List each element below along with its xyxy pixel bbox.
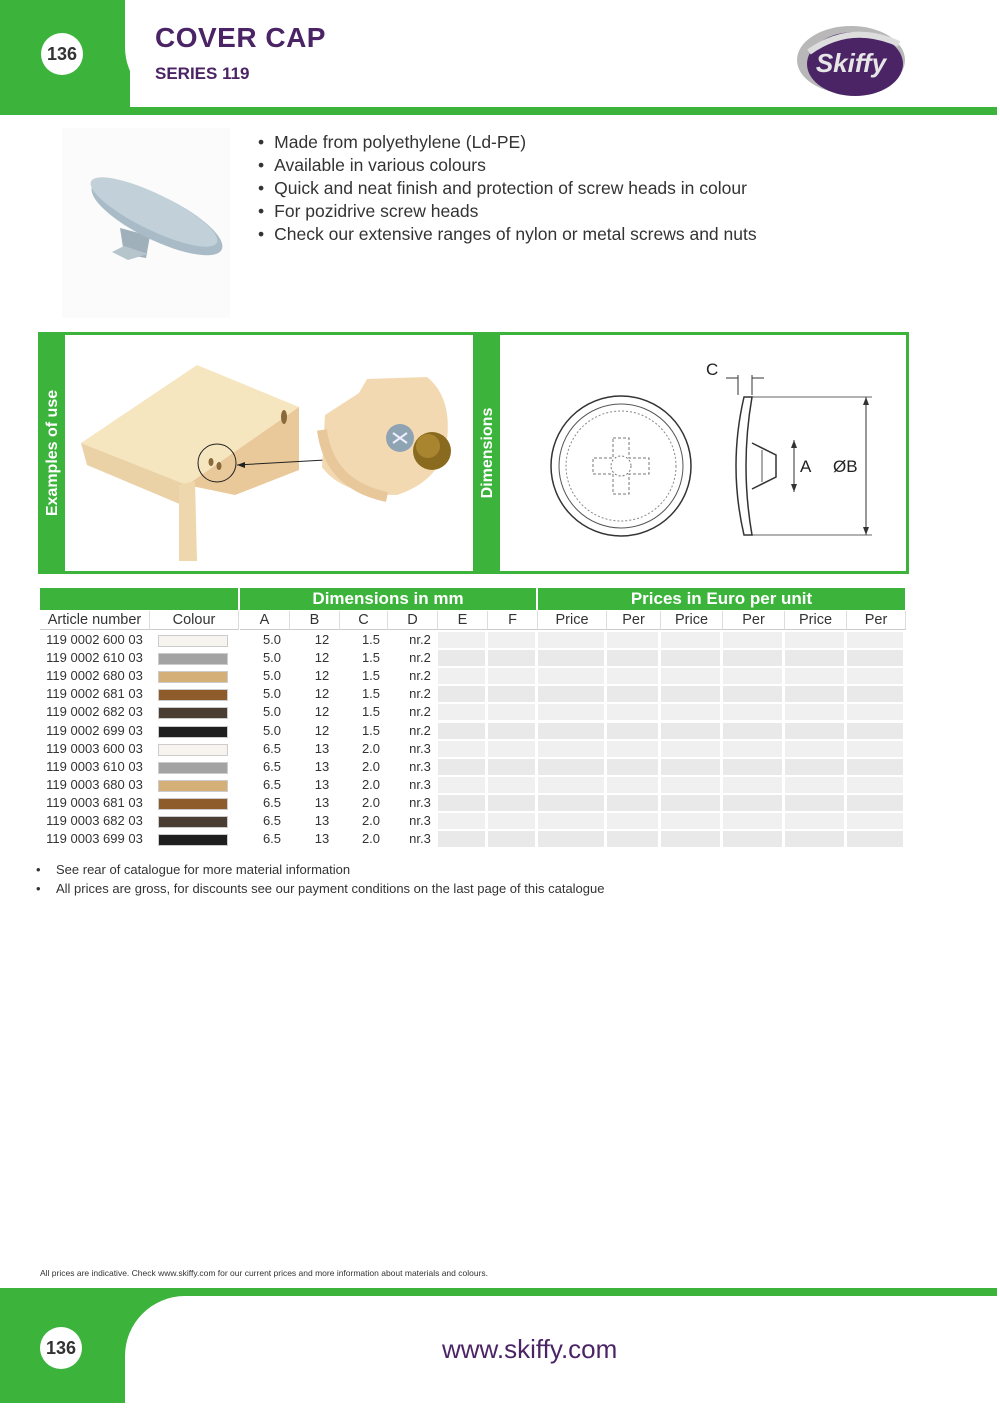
table-row	[40, 703, 904, 721]
dim-d-cell: nr.3	[409, 758, 431, 774]
article-number-cell: 119 0003 680 03	[46, 776, 143, 792]
col-price-3: Price	[785, 611, 847, 630]
dimensions-drawing	[500, 335, 904, 567]
price-cell	[723, 741, 782, 757]
dim-b-cell: 13	[314, 776, 330, 792]
feature-list	[258, 131, 757, 246]
price-cell	[488, 668, 535, 684]
colour-swatch	[158, 653, 228, 665]
dim-b-cell: 12	[314, 668, 330, 684]
price-cell	[538, 813, 604, 829]
price-cell	[847, 759, 903, 775]
price-disclaimer: All prices are indicative. Check www.skiffy.com for our current prices and more information about materials and colours.	[40, 1268, 489, 1278]
col-c: C	[340, 611, 388, 630]
price-cell	[488, 831, 535, 847]
price-cell	[847, 686, 903, 702]
price-cell	[785, 668, 844, 684]
price-cell	[438, 831, 485, 847]
table-row	[40, 794, 904, 812]
price-cell	[607, 759, 658, 775]
price-cell	[723, 686, 782, 702]
price-cell	[723, 668, 782, 684]
article-number-cell: 119 0003 610 03	[46, 758, 143, 774]
product-photo	[62, 128, 230, 318]
price-cell	[538, 632, 604, 648]
col-price-1: Price	[538, 611, 607, 630]
note-item: • See rear of catalogue for more material information	[36, 862, 351, 877]
table-row	[40, 685, 904, 703]
dim-c-cell: 1.5	[361, 704, 381, 720]
dim-b-cell: 12	[314, 704, 330, 720]
dim-b-cell: 13	[314, 758, 330, 774]
dim-b-cell: 13	[314, 740, 330, 756]
table-row	[40, 830, 904, 848]
price-cell	[847, 777, 903, 793]
page-title: COVER CAP	[155, 22, 326, 53]
price-cell	[538, 831, 604, 847]
price-cell	[438, 632, 485, 648]
price-cell	[438, 704, 485, 720]
dim-b-cell: 12	[314, 632, 330, 647]
price-cell	[607, 668, 658, 684]
price-cell	[607, 831, 658, 847]
price-cell	[538, 795, 604, 811]
dim-b-cell: 12	[314, 722, 330, 738]
dim-b-cell: 13	[314, 831, 330, 847]
dim-c-cell: 2.0	[361, 776, 381, 792]
price-cell	[785, 650, 844, 666]
price-cell	[438, 741, 485, 757]
table-row	[40, 758, 904, 776]
table-row	[40, 740, 904, 758]
colour-swatch	[158, 744, 228, 756]
price-cell	[847, 632, 903, 648]
col-price-2: Price	[661, 611, 723, 630]
dim-a-cell: 6.5	[262, 813, 282, 828]
price-cell	[607, 777, 658, 793]
price-cell	[538, 686, 604, 702]
price-cell	[661, 831, 720, 847]
price-cell	[538, 668, 604, 684]
price-cell	[785, 795, 844, 811]
table-row	[40, 631, 904, 649]
col-article-number: Article number	[40, 611, 150, 630]
colour-swatch	[158, 798, 228, 810]
article-number-cell: 119 0002 681 03	[46, 686, 143, 702]
price-cell	[538, 777, 604, 793]
price-cell	[847, 741, 903, 757]
price-cell	[847, 650, 903, 666]
dim-label-b: ØB	[833, 457, 858, 476]
price-cell	[661, 704, 720, 720]
col-b: B	[290, 611, 340, 630]
dim-c-cell: 1.5	[361, 722, 381, 738]
price-cell	[661, 650, 720, 666]
price-cell	[438, 795, 485, 811]
dim-a-cell: 6.5	[262, 794, 282, 810]
feature-item: • For pozidrive screw heads	[258, 200, 757, 223]
article-number-cell: 119 0002 682 03	[46, 704, 143, 720]
article-number-cell: 119 0003 681 03	[46, 794, 143, 810]
dimensions-panel	[473, 332, 909, 574]
article-number-cell: 119 0003 682 03	[46, 813, 143, 828]
dim-a-cell: 5.0	[262, 668, 282, 684]
colour-swatch	[158, 689, 228, 701]
price-cell	[607, 704, 658, 720]
price-cell	[488, 741, 535, 757]
price-cell	[488, 650, 535, 666]
website-link[interactable]: www.skiffy.com	[442, 1334, 618, 1364]
table-row	[40, 722, 904, 740]
price-cell	[538, 650, 604, 666]
price-cell	[785, 741, 844, 757]
price-cell	[723, 759, 782, 775]
price-cell	[607, 632, 658, 648]
dim-a-cell: 5.0	[262, 650, 282, 666]
dim-b-cell: 12	[314, 686, 330, 702]
price-cell	[847, 813, 903, 829]
price-cell	[723, 777, 782, 793]
price-cell	[438, 686, 485, 702]
table-group-blank	[40, 588, 238, 610]
dim-d-cell: nr.2	[409, 722, 431, 738]
price-cell	[438, 759, 485, 775]
price-cell	[438, 650, 485, 666]
dim-a-cell: 6.5	[262, 740, 282, 756]
dim-d-cell: nr.3	[409, 776, 431, 792]
price-cell	[661, 668, 720, 684]
dim-d-cell: nr.2	[409, 704, 431, 720]
table-group-prices: Prices in Euro per unit	[538, 588, 905, 610]
dim-d-cell: nr.2	[409, 632, 431, 647]
dimensions-label: Dimensions	[476, 335, 500, 571]
dim-c-cell: 2.0	[361, 758, 381, 774]
price-cell	[607, 686, 658, 702]
dim-c-cell: 1.5	[361, 686, 381, 702]
col-a: A	[240, 611, 290, 630]
price-cell	[661, 741, 720, 757]
examples-illustration	[67, 335, 472, 567]
dim-c-cell: 1.5	[361, 668, 381, 684]
examples-label: Examples of use	[41, 335, 65, 571]
colour-swatch	[158, 816, 228, 828]
price-cell	[607, 650, 658, 666]
table-row	[40, 776, 904, 794]
dim-d-cell: nr.3	[409, 831, 431, 847]
dim-a-cell: 6.5	[262, 831, 282, 847]
price-cell	[723, 831, 782, 847]
note-item: • All prices are gross, for discounts see our payment conditions on the last page of this catalogue	[36, 881, 605, 896]
dim-d-cell: nr.3	[409, 740, 431, 756]
skiffy-logo	[795, 22, 907, 102]
price-cell	[847, 831, 903, 847]
price-cell	[785, 777, 844, 793]
table-row	[40, 667, 904, 685]
page-subtitle: SERIES 119	[155, 64, 250, 83]
price-cell	[661, 777, 720, 793]
price-cell	[661, 795, 720, 811]
price-cell	[488, 795, 535, 811]
dim-a-cell: 5.0	[262, 704, 282, 720]
price-cell	[538, 723, 604, 739]
dim-a-cell: 5.0	[262, 632, 282, 647]
feature-item: • Made from polyethylene (Ld-PE)	[258, 131, 757, 154]
col-d: D	[388, 611, 438, 630]
colour-swatch	[158, 635, 228, 647]
price-cell	[438, 723, 485, 739]
price-cell	[723, 723, 782, 739]
article-number-cell: 119 0003 600 03	[46, 740, 143, 756]
price-cell	[607, 795, 658, 811]
price-cell	[438, 813, 485, 829]
logo-text: Skiffy	[815, 48, 887, 78]
dim-label-a: A	[800, 457, 812, 476]
price-cell	[538, 759, 604, 775]
footer-page-number-badge: 136	[40, 1327, 82, 1369]
price-cell	[538, 704, 604, 720]
price-cell	[488, 777, 535, 793]
price-cell	[661, 723, 720, 739]
dim-a-cell: 6.5	[262, 776, 282, 792]
dim-d-cell: nr.2	[409, 686, 431, 702]
price-cell	[488, 759, 535, 775]
price-cell	[723, 650, 782, 666]
col-colour: Colour	[150, 611, 239, 630]
dim-d-cell: nr.3	[409, 813, 431, 828]
colour-swatch	[158, 780, 228, 792]
price-cell	[661, 686, 720, 702]
price-cell	[785, 632, 844, 648]
price-cell	[538, 741, 604, 757]
price-cell	[785, 759, 844, 775]
price-cell	[723, 795, 782, 811]
price-cell	[661, 813, 720, 829]
price-cell	[785, 723, 844, 739]
colour-swatch	[158, 762, 228, 774]
article-number-cell: 119 0003 699 03	[46, 831, 143, 847]
price-cell	[438, 777, 485, 793]
price-cell	[785, 831, 844, 847]
price-cell	[723, 632, 782, 648]
dim-d-cell: nr.3	[409, 794, 431, 810]
feature-item: • Available in various colours	[258, 154, 757, 177]
price-cell	[488, 723, 535, 739]
article-number-cell: 119 0002 600 03	[46, 632, 143, 647]
dim-d-cell: nr.2	[409, 650, 431, 666]
price-cell	[785, 686, 844, 702]
price-cell	[438, 668, 485, 684]
table-row	[40, 812, 904, 830]
colour-swatch	[158, 726, 228, 738]
table-row	[40, 649, 904, 667]
dim-c-cell: 2.0	[361, 740, 381, 756]
dim-a-cell: 6.5	[262, 758, 282, 774]
price-cell	[607, 813, 658, 829]
price-cell	[847, 668, 903, 684]
price-cell	[723, 704, 782, 720]
table-group-dimensions: Dimensions in mm	[240, 588, 536, 610]
col-f: F	[488, 611, 538, 630]
price-cell	[785, 704, 844, 720]
article-number-cell: 119 0002 699 03	[46, 722, 143, 738]
price-cell	[661, 632, 720, 648]
dim-c-cell: 1.5	[361, 632, 381, 647]
price-cell	[847, 795, 903, 811]
dim-c-cell: 2.0	[361, 794, 381, 810]
feature-item: • Quick and neat finish and protection of screw heads in colour	[258, 177, 757, 200]
dim-a-cell: 5.0	[262, 722, 282, 738]
dim-d-cell: nr.2	[409, 668, 431, 684]
price-cell	[785, 813, 844, 829]
dim-c-cell: 2.0	[361, 831, 381, 847]
dim-a-cell: 5.0	[262, 686, 282, 702]
dim-label-c: C	[706, 360, 719, 379]
article-number-cell: 119 0002 610 03	[46, 650, 143, 666]
dim-c-cell: 1.5	[361, 650, 381, 666]
price-cell	[488, 704, 535, 720]
price-cell	[661, 759, 720, 775]
price-cell	[723, 813, 782, 829]
colour-swatch	[158, 671, 228, 683]
price-cell	[847, 704, 903, 720]
feature-item: • Check our extensive ranges of nylon or metal screws and nuts	[258, 223, 757, 246]
price-cell	[488, 686, 535, 702]
price-cell	[488, 632, 535, 648]
price-cell	[607, 723, 658, 739]
dim-b-cell: 13	[314, 813, 330, 828]
col-e: E	[438, 611, 488, 630]
price-cell	[847, 723, 903, 739]
price-cell	[488, 813, 535, 829]
dim-c-cell: 2.0	[361, 813, 381, 828]
dim-b-cell: 12	[314, 650, 330, 666]
colour-swatch	[158, 834, 228, 846]
col-per-1: Per	[607, 611, 661, 630]
page-number-badge: 136	[41, 33, 83, 75]
header-rule	[0, 107, 997, 115]
colour-swatch	[158, 707, 228, 719]
examples-panel	[38, 332, 477, 574]
article-number-cell: 119 0002 680 03	[46, 668, 143, 684]
price-cell	[607, 741, 658, 757]
col-per-2: Per	[723, 611, 785, 630]
col-per-3: Per	[847, 611, 906, 630]
dim-b-cell: 13	[314, 794, 330, 810]
